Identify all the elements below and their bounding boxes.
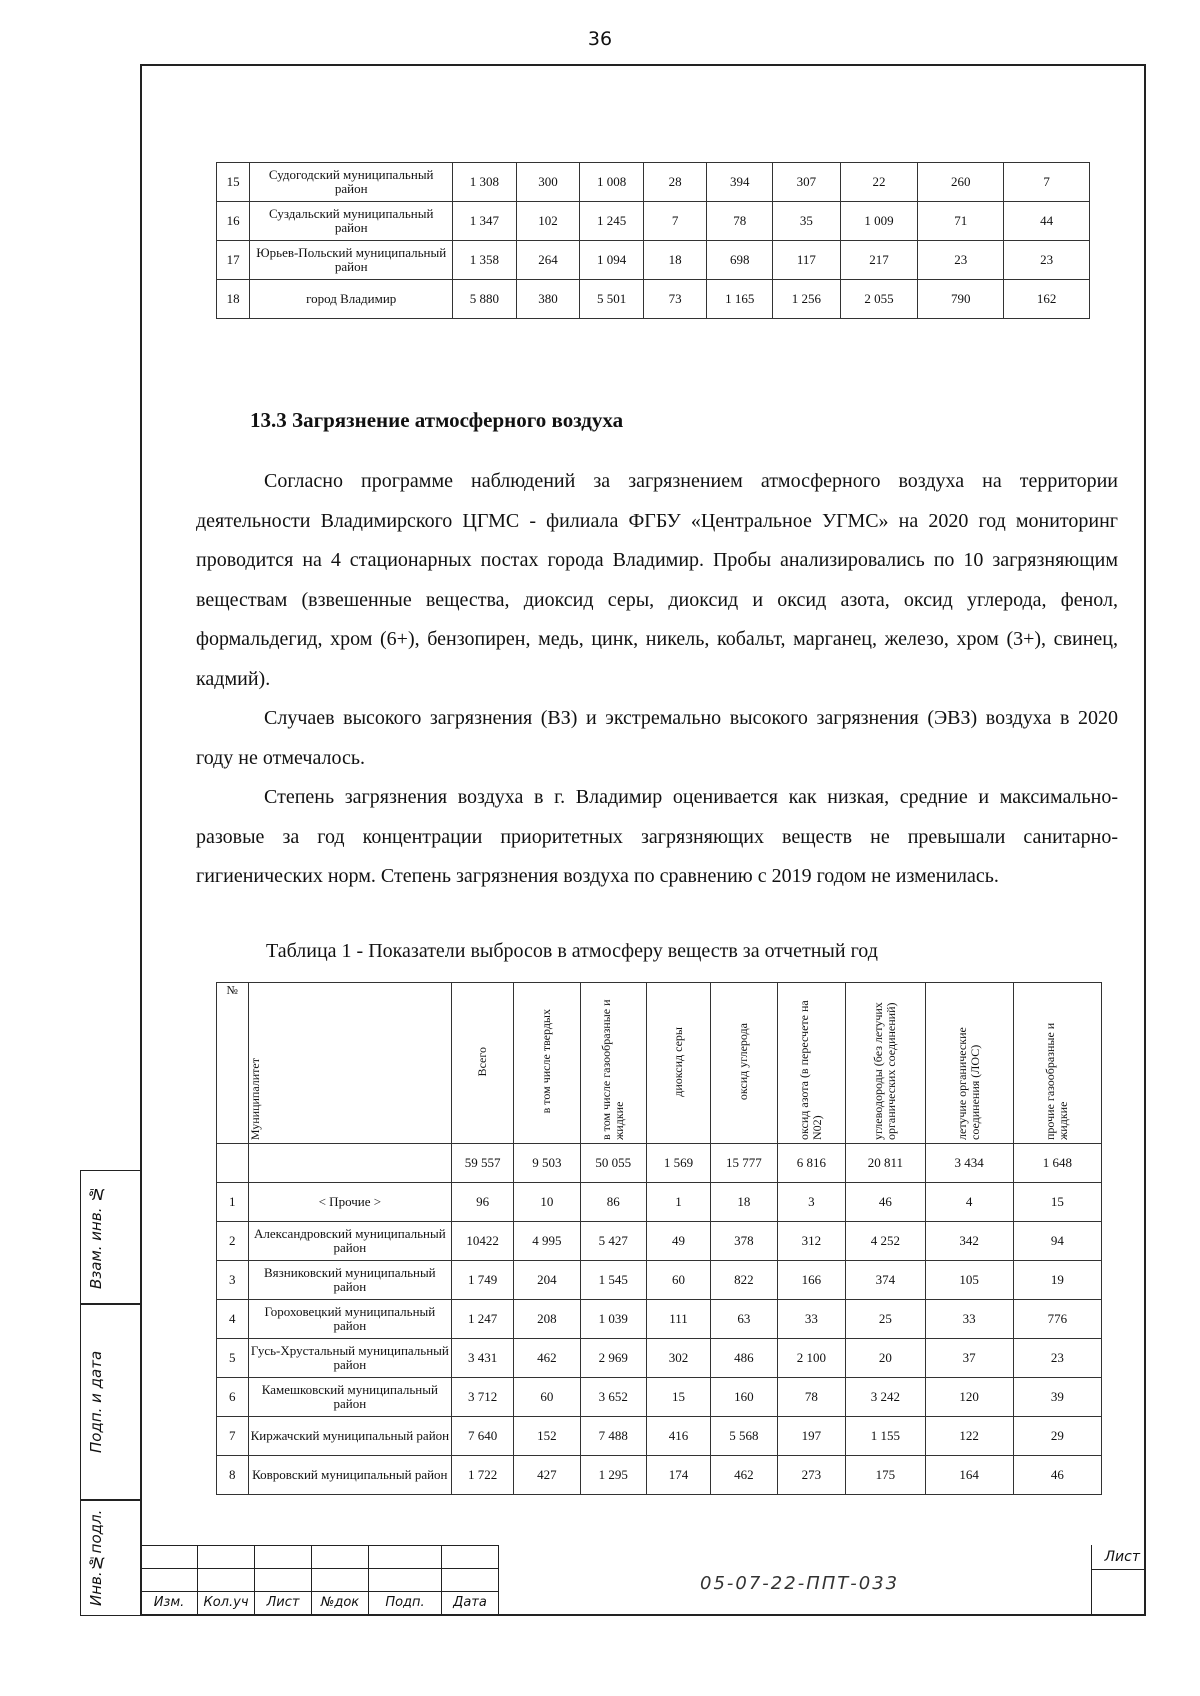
column-header: Всего (452, 983, 514, 1144)
column-header: диоксид серы (646, 983, 710, 1144)
table-cell: 1 247 (452, 1300, 514, 1339)
table-cell: 122 (925, 1417, 1013, 1456)
table-cell: 78 (777, 1378, 846, 1417)
table-cell: 416 (646, 1417, 710, 1456)
table-caption: Таблица 1 - Показатели выбросов в атмосферу веществ за отчетный год (266, 940, 878, 962)
table-cell: 19 (1013, 1261, 1101, 1300)
table-cell: 1 308 (453, 163, 517, 202)
table-cell: 260 (918, 163, 1004, 202)
table-cell: 3 712 (452, 1378, 514, 1417)
column-header: оксид углерода (711, 983, 777, 1144)
revision-column-label: Изм. (141, 1592, 198, 1615)
table-cell: 307 (773, 163, 841, 202)
table-cell: 15 777 (711, 1144, 777, 1183)
column-header: летучие органические соединения (ЛОС) (925, 983, 1013, 1144)
table-cell: 4 995 (514, 1222, 580, 1261)
table-cell: 7 (1004, 163, 1090, 202)
table-cell: 302 (646, 1339, 710, 1378)
column-header: оксид азота (в пересчете на N02) (777, 983, 846, 1144)
table-cell: 50 055 (580, 1144, 646, 1183)
municipality-cell: Суздальский муниципальный район (250, 202, 453, 241)
table-cell: 15 (217, 163, 250, 202)
table-row (217, 1378, 1102, 1417)
table-cell: 378 (711, 1222, 777, 1261)
table-cell: 374 (846, 1261, 925, 1300)
table-row (217, 1183, 1102, 1222)
table-cell: 73 (643, 280, 707, 319)
column-header: прочие газообразные и жидкие (1013, 983, 1101, 1144)
municipality-cell: Камешковский муниципальный район (248, 1378, 452, 1417)
municipality-cell: Александровский муниципальный район (248, 1222, 452, 1261)
table-cell: 822 (711, 1261, 777, 1300)
table-cell: 4 252 (846, 1222, 925, 1261)
table-cell: 160 (711, 1378, 777, 1417)
table-cell: 105 (925, 1261, 1013, 1300)
column-header: № (217, 983, 249, 1144)
table-row (217, 280, 1090, 319)
table-cell: 162 (1004, 280, 1090, 319)
table-row (217, 241, 1090, 280)
table-cell: 25 (846, 1300, 925, 1339)
table-cell: 18 (217, 280, 250, 319)
table-cell: 174 (646, 1456, 710, 1495)
table-cell: 46 (846, 1183, 925, 1222)
table-cell: 3 652 (580, 1378, 646, 1417)
table-cell: 117 (773, 241, 841, 280)
table-cell: 60 (514, 1378, 580, 1417)
table-cell: 8 (217, 1456, 249, 1495)
table-cell: 698 (707, 241, 773, 280)
table-cell: 22 (840, 163, 918, 202)
table-cell: 5 (217, 1339, 249, 1378)
table-cell: 15 (1013, 1183, 1101, 1222)
column-header: в том числе газообразные и жидкие (580, 983, 646, 1144)
table-row (217, 1300, 1102, 1339)
table-row (217, 202, 1090, 241)
table-cell: 380 (516, 280, 580, 319)
revision-column-label: №док (312, 1592, 369, 1615)
column-header: Муниципалитет (248, 983, 452, 1144)
column-header: углеводороды (без летучих органических соединений) (846, 983, 925, 1144)
table-cell: 49 (646, 1222, 710, 1261)
table-cell: 2 (217, 1222, 249, 1261)
table-cell: 71 (918, 202, 1004, 241)
municipality-cell: город Владимир (250, 280, 453, 319)
continued-table (216, 162, 1090, 319)
table-row (217, 1222, 1102, 1261)
municipality-cell: Гороховецкий муниципальный район (248, 1300, 452, 1339)
table-cell: 39 (1013, 1378, 1101, 1417)
table-row (217, 1261, 1102, 1300)
table-cell: 5 880 (453, 280, 517, 319)
table-cell: 1 749 (452, 1261, 514, 1300)
table-row (217, 1456, 1102, 1495)
table-cell: 204 (514, 1261, 580, 1300)
table-cell: 15 (646, 1378, 710, 1417)
table-cell: 264 (516, 241, 580, 280)
table-cell: 111 (646, 1300, 710, 1339)
emissions-table (216, 982, 1102, 1495)
table-cell: 94 (1013, 1222, 1101, 1261)
table-cell: 33 (777, 1300, 846, 1339)
table-cell: 1 256 (773, 280, 841, 319)
column-header: в том числе твердых (514, 983, 580, 1144)
table-cell: 7 (643, 202, 707, 241)
table-cell: 3 (777, 1183, 846, 1222)
table-cell: 10422 (452, 1222, 514, 1261)
table-cell: 1 295 (580, 1456, 646, 1495)
sheet-label: Лист (1104, 1549, 1140, 1565)
municipality-cell: Гусь-Хрустальный муниципальный район (248, 1339, 452, 1378)
table-cell: 46 (1013, 1456, 1101, 1495)
table-cell: 60 (646, 1261, 710, 1300)
table-cell: 9 503 (514, 1144, 580, 1183)
table-cell: 1 648 (1013, 1144, 1101, 1183)
table-cell: 1 008 (580, 163, 644, 202)
table-cell: 1 722 (452, 1456, 514, 1495)
original-inventory-label: Инв.№подл. (87, 1509, 105, 1607)
table-cell: 462 (711, 1456, 777, 1495)
table-cell: 20 (846, 1339, 925, 1378)
table-cell: 63 (711, 1300, 777, 1339)
title-block (140, 1545, 1146, 1616)
table-cell: 5 568 (711, 1417, 777, 1456)
table-cell: 1 569 (646, 1144, 710, 1183)
table-cell: 197 (777, 1417, 846, 1456)
table-cell: 208 (514, 1300, 580, 1339)
table-cell: 1 039 (580, 1300, 646, 1339)
municipality-cell: Юрьев-Польский муниципальный район (250, 241, 453, 280)
revision-column-label: Кол.уч (198, 1592, 255, 1615)
table-cell: 1 009 (840, 202, 918, 241)
municipality-cell: Ковровский муниципальный район (248, 1456, 452, 1495)
table-cell: 342 (925, 1222, 1013, 1261)
table-cell: 23 (918, 241, 1004, 280)
table-cell: 1 245 (580, 202, 644, 241)
table-cell: 1 347 (453, 202, 517, 241)
revision-grid (140, 1545, 499, 1615)
table-cell: 4 (925, 1183, 1013, 1222)
table-cell: 3 (217, 1261, 249, 1300)
replacement-inventory-label: Взам. инв. № (87, 1184, 105, 1290)
table-cell: 5 501 (580, 280, 644, 319)
paragraph: Согласно программе наблюдений за загрязнением атмосферного воздуха на территории деятельности Владимирского ЦГМС - филиала ФГБУ «Центральное УГМС» на 2020 год мониторинг проводится на 4 стационарных постах города Владимир. Пробы анализировались по 10 загрязняющим веществам (взвешенные вещества, диоксид серы, диоксид и оксид азота, оксид углерода, фенол, формальдегид, хром (6+), бензопирен, медь, цинк, никель, кобальт, марганец, железо, хром (3+), свинец, кадмий). (196, 470, 1118, 690)
section-heading: 13.3 Загрязнение атмосферного воздуха (250, 408, 624, 432)
municipality-cell: Вязниковский муниципальный район (248, 1261, 452, 1300)
table-cell: 33 (925, 1300, 1013, 1339)
table-cell: 7 (217, 1417, 249, 1456)
table-cell: 166 (777, 1261, 846, 1300)
table-cell: 10 (514, 1183, 580, 1222)
table-cell: 394 (707, 163, 773, 202)
table-cell: 152 (514, 1417, 580, 1456)
table-cell: 7 640 (452, 1417, 514, 1456)
table-cell: 28 (643, 163, 707, 202)
table-row (217, 1339, 1102, 1378)
table-cell: 18 (643, 241, 707, 280)
table-cell: 462 (514, 1339, 580, 1378)
signature-date-label: Подп. и дата (87, 1350, 105, 1454)
table-row (217, 163, 1090, 202)
table-cell: 16 (217, 202, 250, 241)
table-cell: 175 (846, 1456, 925, 1495)
table-row (217, 1144, 1102, 1183)
table-cell: 273 (777, 1456, 846, 1495)
table-cell: 23 (1013, 1339, 1101, 1378)
table-cell: 1 358 (453, 241, 517, 280)
table-cell: 35 (773, 202, 841, 241)
table-cell: 86 (580, 1183, 646, 1222)
table-header-row (217, 983, 1102, 1144)
table-cell: 790 (918, 280, 1004, 319)
table-cell: 1 (646, 1183, 710, 1222)
table-cell: 1 094 (580, 241, 644, 280)
table-cell: 776 (1013, 1300, 1101, 1339)
table-cell: 37 (925, 1339, 1013, 1378)
table-cell: 164 (925, 1456, 1013, 1495)
table-cell: 7 488 (580, 1417, 646, 1456)
table-cell: 3 431 (452, 1339, 514, 1378)
table-cell: 17 (217, 241, 250, 280)
page-number: 36 (587, 28, 613, 50)
revision-column-label: Дата (442, 1592, 499, 1615)
table-cell: 2 100 (777, 1339, 846, 1378)
paragraph: Случаев высокого загрязнения (ВЗ) и экстремально высокого загрязнения (ЭВЗ) воздуха в 2020 году не отмечалось. (196, 707, 1118, 769)
table-cell: 3 242 (846, 1378, 925, 1417)
table-cell: 59 557 (452, 1144, 514, 1183)
document-code: 05-07-22-ППТ-033 (700, 1573, 900, 1594)
table-cell: 78 (707, 202, 773, 241)
table-cell: 102 (516, 202, 580, 241)
revision-column-label: Подп. (369, 1592, 442, 1615)
table-cell: 29 (1013, 1417, 1101, 1456)
municipality-cell: < Прочие > (248, 1183, 452, 1222)
table-cell: 312 (777, 1222, 846, 1261)
table-cell: 120 (925, 1378, 1013, 1417)
revision-column-label: Лист (255, 1592, 312, 1615)
table-cell: 3 434 (925, 1144, 1013, 1183)
table-cell: 2 055 (840, 280, 918, 319)
municipality-cell (248, 1144, 452, 1183)
table-cell: 217 (840, 241, 918, 280)
table-cell: 1 155 (846, 1417, 925, 1456)
table-cell: 1 165 (707, 280, 773, 319)
sheet-divider (1092, 1569, 1146, 1570)
table-cell: 427 (514, 1456, 580, 1495)
body-text (196, 462, 1118, 897)
table-cell: 486 (711, 1339, 777, 1378)
municipality-cell: Судогодский муниципальный район (250, 163, 453, 202)
table-cell: 1 545 (580, 1261, 646, 1300)
table-cell: 5 427 (580, 1222, 646, 1261)
table-cell: 23 (1004, 241, 1090, 280)
table-cell: 18 (711, 1183, 777, 1222)
table-cell (217, 1144, 249, 1183)
table-cell: 20 811 (846, 1144, 925, 1183)
table-cell: 4 (217, 1300, 249, 1339)
table-cell: 96 (452, 1183, 514, 1222)
paragraph: Степень загрязнения воздуха в г. Владимир оценивается как низкая, средние и максимально-разовые за год концентрации приоритетных загрязняющих веществ не превышали санитарно-гигиенических норм. Степень загрязнения воздуха по сравнению с 2019 годом не изменилась. (196, 786, 1118, 887)
table-cell: 6 816 (777, 1144, 846, 1183)
table-cell: 1 (217, 1183, 249, 1222)
table-cell: 6 (217, 1378, 249, 1417)
table-cell: 300 (516, 163, 580, 202)
municipality-cell: Киржачский муниципальный район (248, 1417, 452, 1456)
table-cell: 2 969 (580, 1339, 646, 1378)
table-row (217, 1417, 1102, 1456)
table-cell: 44 (1004, 202, 1090, 241)
